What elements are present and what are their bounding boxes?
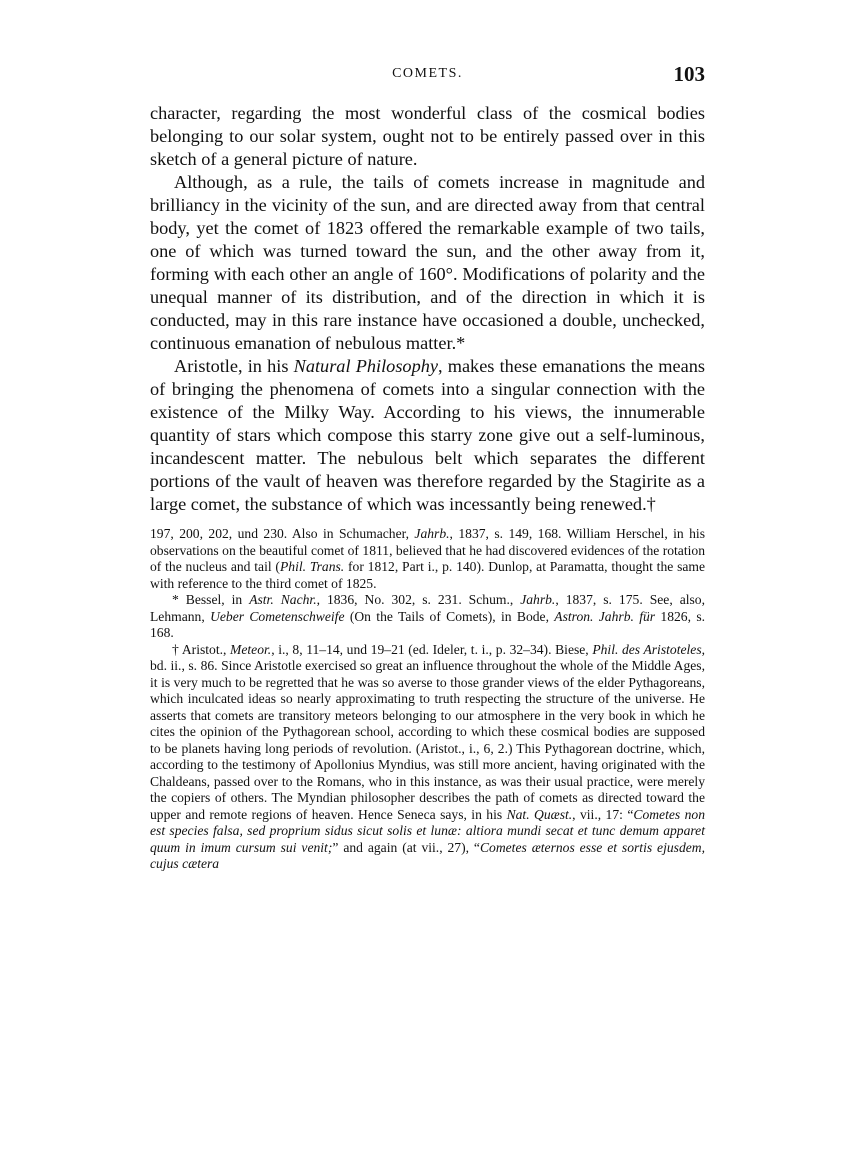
paragraph-comet-tails: Although, as a rule, the tails of comets increase in magnitude and brilliancy in the vicinity of the sun, and are directed away from that central body, yet the comet of 1823 offered the remarkable example of two tails, one of which was turned toward the sun, and the other away from it, forming with each other an angle of 160°. Modifications of polarity and the unequal manner of its distribution, and of the direction in which it is conducted, may in this rare instance have occasioned a double, unchecked, continuous emanation of nebulous matter.* <box>150 172 705 353</box>
fn-cont-text-c: for 1812, Part i., p. 140). Dunlop, at Paramatta, thought the same with reference to the third comet of 1825. <box>150 559 705 591</box>
footnotes <box>150 526 705 873</box>
paragraph-continuation: character, regarding the most wonderful class of the cosmical bodies belonging to our solar system, ought not to be entirely passed over in this sketch of a general picture of nature. <box>150 103 705 169</box>
fn1-text-d: (On the Tails of Comets), in Bode, <box>344 608 555 624</box>
fn2-text-a: † Aristot., <box>172 641 231 657</box>
fn2-text-c: , bd. ii., s. 86. Since Aristotle exercised so great an influence throughout the whole of the Middle Ages, it is very much to be regretted that he was so averse to those grander views of the elder Pythagoreans, which inculcated ideas so nearly approximating to truth respecting the structure of the universe. He asserts that comets are transitory meteors belonging to our atmosphere in the very book in which he cites the opinion of the Pythagorean school, according to which these cosmical bodies are supposed to be planets having long periods of revolution. (Aristot., i., 6, 2.) This Pythagorean doctrine, which, according to the testimony of Apollonius Myndius, was still more ancient, having originated with the Chaldeans, passed over to the Romans, who in this instance, as was their usual practice, were merely the copiers of others. The Myndian philosopher describes the path of comets as directed toward the upper and remote regions of heaven. Hence Seneca says, in his <box>150 641 706 822</box>
page-number: 103 <box>673 62 705 86</box>
book-title-natural-philosophy: Natural Philosophy <box>293 356 438 376</box>
fn2-text-d: , vii., 17: “ <box>572 806 634 822</box>
fn-cont-jahrb: Jahrb. <box>414 526 450 541</box>
fn2-seneca-quote-2: Cometes æternos esse et sortis ejusdem, cujus cætera <box>150 839 705 871</box>
running-head <box>150 62 705 90</box>
fn1-astr-nachr: Astr. Nachr. <box>249 592 317 607</box>
fn2-phil-aristoteles: Phil. des Aristoteles <box>592 641 702 657</box>
fn1-jahrb: Jahrb. <box>520 592 556 607</box>
fn1-text-a: * Bessel, in <box>172 592 250 607</box>
fn1-text-e: 1826, s. 168. <box>150 608 706 640</box>
paragraph-aristotle-text-a: Aristotle, in his <box>174 356 294 376</box>
paragraph-aristotle <box>150 355 705 516</box>
fn-cont-phil-trans: Phil. Trans. <box>279 559 345 574</box>
fn-cont-text-a: 197, 200, 202, und 230. Also in Schumacher, <box>150 526 415 541</box>
fn2-text-e: ” and again (at vii., 27), “ <box>332 839 480 855</box>
paragraph-aristotle-text-b: , makes these emanations the means of bringing the phenomena of comets into a singular connection with the existence of the Milky Way. According to his views, the innumerable quantity of stars which compose this starry zone give out a self-luminous, incandescent matter. The nebulous belt which separates the different portions of the vault of heaven was therefore regarded by the Stagirite as a large comet, the substance of which was incessantly being renewed.† <box>150 356 705 514</box>
fn2-nat-quaest: Nat. Quæst. <box>506 806 573 822</box>
fn1-text-b: , 1836, No. 302, s. 231. Schum., <box>316 592 521 607</box>
footnote-dagger <box>150 642 705 873</box>
fn2-text-b: , i., 8, 11–14, und 19–21 (ed. Ideler, t. i., p. 32–34). Biese, <box>271 641 593 657</box>
fn2-seneca-quote: Cometes non est species falsa, sed proprium sidus sicut solis et lunæ: altiora mundi secat et tunc demum apparet quum in imum cursum sui venit; <box>150 806 705 855</box>
fn-cont-text-b: , 1837, s. 149, 168. William Herschel, in his observations on the beautiful comet of 1811, believed that he had discovered evidences of the rotation of the nucleus and tail ( <box>150 526 705 574</box>
footnote-continuation <box>150 526 705 592</box>
book-page <box>150 62 705 873</box>
fn1-astron-jahrb: Astron. Jahrb. für <box>554 608 656 624</box>
fn1-text-c: , 1837, s. 175. See, also, Lehmann, <box>150 592 705 624</box>
footnote-asterisk <box>150 592 705 642</box>
fn1-ueber-cometenschweife: Ueber Cometenschweife <box>210 608 345 624</box>
main-text <box>150 102 705 516</box>
fn2-meteor: Meteor. <box>230 641 272 657</box>
running-title: COMETS. <box>392 66 463 81</box>
